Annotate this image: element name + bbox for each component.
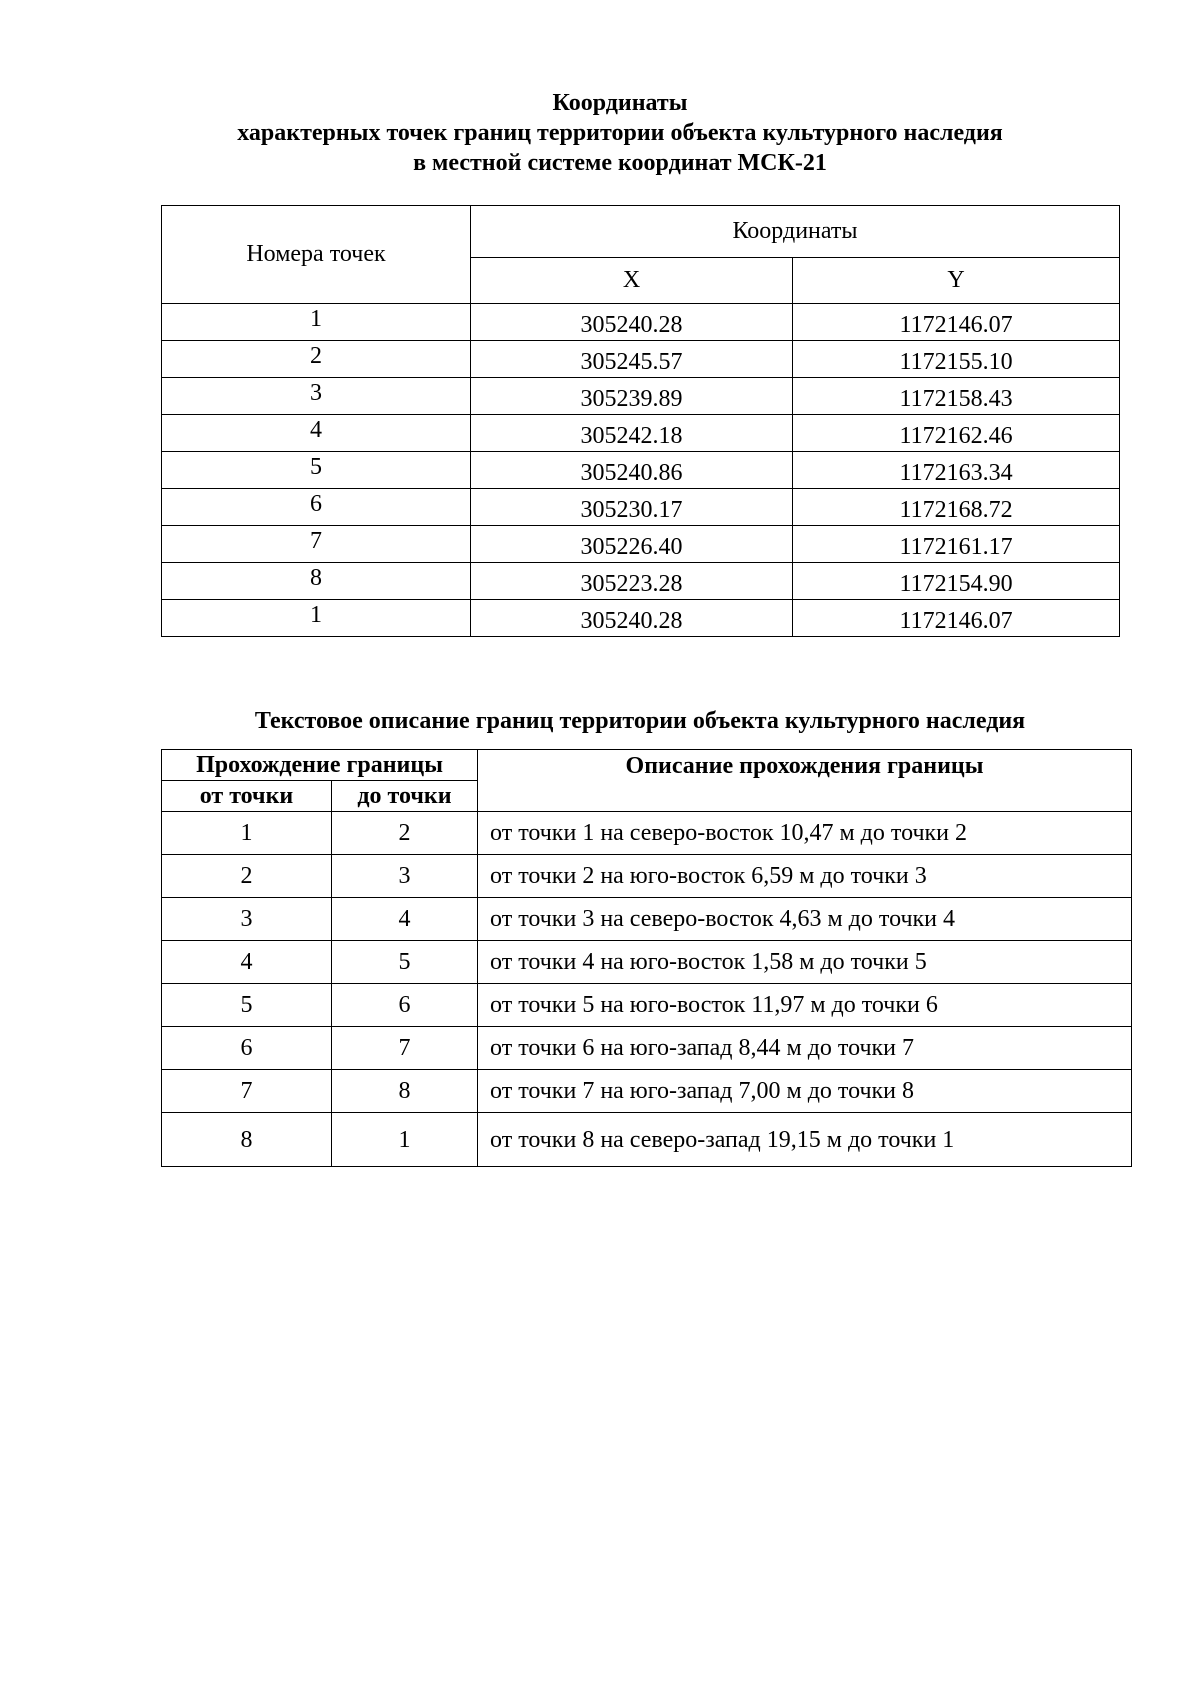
x-coordinate-cell: 305223.28 — [471, 563, 793, 600]
description-title: Текстовое описание границ территории объекта культурного наследия — [254, 708, 1026, 734]
coordinate-row — [162, 378, 1120, 415]
description-cell: от точки 8 на северо-запад 19,15 м до точки 1 — [478, 1113, 1132, 1167]
description-cell: от точки 5 на юго-восток 11,97 м до точки 6 — [478, 984, 1132, 1027]
to-point-cell: 7 — [332, 1027, 478, 1070]
x-coordinate-cell: 305230.17 — [471, 489, 793, 526]
boundary-row — [162, 1113, 1132, 1167]
to-point-cell: 6 — [332, 984, 478, 1027]
description-cell: от точки 2 на юго-восток 6,59 м до точки 3 — [478, 855, 1132, 898]
from-point-cell: 4 — [162, 941, 332, 984]
header-y: Y — [793, 258, 1120, 304]
x-coordinate-cell: 305245.57 — [471, 341, 793, 378]
to-point-cell: 2 — [332, 812, 478, 855]
point-number-cell: 6 — [162, 489, 471, 526]
point-number-cell: 3 — [162, 378, 471, 415]
point-number-cell: 4 — [162, 415, 471, 452]
description-cell: от точки 7 на юго-запад 7,00 м до точки 8 — [478, 1070, 1132, 1113]
to-point-cell: 5 — [332, 941, 478, 984]
to-point-cell: 4 — [332, 898, 478, 941]
from-point-cell: 1 — [162, 812, 332, 855]
header-point-numbers: Номера точек — [162, 206, 471, 304]
x-coordinate-cell: 305239.89 — [471, 378, 793, 415]
from-point-cell: 8 — [162, 1113, 332, 1167]
y-coordinate-cell: 1172158.43 — [793, 378, 1120, 415]
header-coordinates: Координаты — [471, 206, 1120, 258]
point-number-cell: 1 — [162, 304, 471, 341]
from-point-cell: 7 — [162, 1070, 332, 1113]
to-point-cell: 8 — [332, 1070, 478, 1113]
coordinate-row — [162, 526, 1120, 563]
boundary-row — [162, 1070, 1132, 1113]
header-passage-description: Описание прохождения границы — [478, 750, 1132, 812]
description-cell: от точки 4 на юго-восток 1,58 м до точки 5 — [478, 941, 1132, 984]
boundary-row — [162, 984, 1132, 1027]
point-number-cell: 8 — [162, 563, 471, 600]
y-coordinate-cell: 1172146.07 — [793, 600, 1120, 637]
y-coordinate-cell: 1172161.17 — [793, 526, 1120, 563]
title-line-2: характерных точек границ территории объекта культурного наследия — [237, 120, 1003, 146]
x-coordinate-cell: 305226.40 — [471, 526, 793, 563]
description-cell: от точки 6 на юго-запад 8,44 м до точки 7 — [478, 1027, 1132, 1070]
y-coordinate-cell: 1172155.10 — [793, 341, 1120, 378]
y-coordinate-cell: 1172168.72 — [793, 489, 1120, 526]
description-cell: от точки 1 на северо-восток 10,47 м до точки 2 — [478, 812, 1132, 855]
coordinate-row — [162, 452, 1120, 489]
description-cell: от точки 3 на северо-восток 4,63 м до точки 4 — [478, 898, 1132, 941]
x-coordinate-cell: 305240.28 — [471, 600, 793, 637]
from-point-cell: 2 — [162, 855, 332, 898]
from-point-cell: 3 — [162, 898, 332, 941]
document-title — [0, 88, 1200, 178]
to-point-cell: 3 — [332, 855, 478, 898]
coordinate-row — [162, 415, 1120, 452]
x-coordinate-cell: 305240.28 — [471, 304, 793, 341]
boundary-row — [162, 1027, 1132, 1070]
y-coordinate-cell: 1172146.07 — [793, 304, 1120, 341]
x-coordinate-cell: 305240.86 — [471, 452, 793, 489]
point-number-cell: 1 — [162, 600, 471, 637]
coordinate-row — [162, 341, 1120, 378]
coordinate-row — [162, 563, 1120, 600]
header-from-point: от точки — [162, 781, 332, 812]
y-coordinate-cell: 1172162.46 — [793, 415, 1120, 452]
title-line-1: Координаты — [552, 90, 688, 116]
point-number-cell: 7 — [162, 526, 471, 563]
y-coordinate-cell: 1172163.34 — [793, 452, 1120, 489]
from-point-cell: 5 — [162, 984, 332, 1027]
from-point-cell: 6 — [162, 1027, 332, 1070]
to-point-cell: 1 — [332, 1113, 478, 1167]
boundary-description-table — [161, 749, 1132, 1167]
y-coordinate-cell: 1172154.90 — [793, 563, 1120, 600]
header-x: X — [471, 258, 793, 304]
boundary-row — [162, 812, 1132, 855]
point-number-cell: 2 — [162, 341, 471, 378]
title-line-3: в местной системе координат МСК-21 — [413, 150, 827, 176]
header-boundary-passage: Прохождение границы — [162, 750, 478, 781]
header-to-point: до точки — [332, 781, 478, 812]
coordinates-table — [161, 205, 1120, 637]
point-number-cell: 5 — [162, 452, 471, 489]
coordinate-row — [162, 600, 1120, 637]
boundary-row — [162, 898, 1132, 941]
boundary-row — [162, 941, 1132, 984]
coordinate-row — [162, 489, 1120, 526]
boundary-row — [162, 855, 1132, 898]
coordinate-row — [162, 304, 1120, 341]
x-coordinate-cell: 305242.18 — [471, 415, 793, 452]
